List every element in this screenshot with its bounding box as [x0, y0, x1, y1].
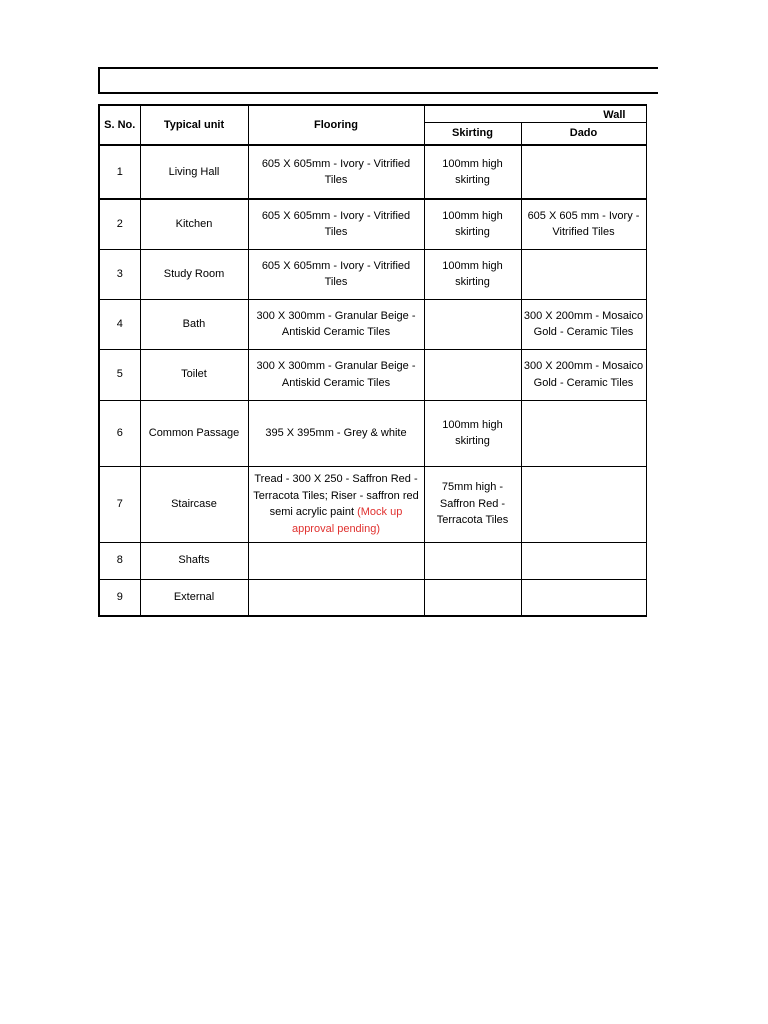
cell-sno: 3: [99, 249, 140, 299]
table-row: [99, 299, 646, 349]
header-typical-unit: Typical unit: [140, 105, 248, 145]
cell-unit: Common Passage: [140, 400, 248, 466]
cell-skirting: [424, 579, 521, 616]
cell-flooring: [248, 542, 424, 579]
cell-sno: 9: [99, 579, 140, 616]
cell-dado: 300 X 200mm - Mosaico Gold - Ceramic Tiles: [521, 299, 646, 349]
cell-sno: 1: [99, 145, 140, 199]
cell-skirting: [424, 542, 521, 579]
cell-unit: Staircase: [140, 466, 248, 542]
table-row: [99, 400, 646, 466]
cell-flooring: 300 X 300mm - Granular Beige - Antiskid Ceramic Tiles: [248, 349, 424, 400]
cell-skirting: 100mm high skirting: [424, 249, 521, 299]
cell-dado: [521, 145, 646, 199]
header-sno: S. No.: [99, 105, 140, 145]
header-flooring: Flooring: [248, 105, 424, 145]
cell-dado: [521, 400, 646, 466]
cell-flooring: 395 X 395mm - Grey & white: [248, 400, 424, 466]
cell-flooring: 605 X 605mm - Ivory - Vitrified Tiles: [248, 199, 424, 249]
cell-sno: 2: [99, 199, 140, 249]
header-wall: Wall: [424, 105, 646, 122]
cell-unit: Bath: [140, 299, 248, 349]
sheet-title-box: [98, 67, 658, 94]
cell-skirting: 100mm high skirting: [424, 145, 521, 199]
cell-dado: [521, 542, 646, 579]
cell-dado: 300 X 200mm - Mosaico Gold - Ceramic Tiles: [521, 349, 646, 400]
table-row: [99, 466, 646, 542]
cell-dado: [521, 466, 646, 542]
cell-dado: [521, 579, 646, 616]
cell-sno: 6: [99, 400, 140, 466]
cell-skirting: [424, 299, 521, 349]
cell-skirting: [424, 349, 521, 400]
table-row: [99, 349, 646, 400]
flooring-text: Tread - 300 X 250 - Saffron Red - Terracota Tiles; Riser - saffron red semi acrylic paint: [253, 473, 419, 518]
table-row: [99, 199, 646, 249]
cell-skirting: 75mm high - Saffron Red - Terracota Tiles: [424, 466, 521, 542]
cell-unit: Toilet: [140, 349, 248, 400]
cell-sno: 7: [99, 466, 140, 542]
cell-dado: 605 X 605 mm - Ivory - Vitrified Tiles: [521, 199, 646, 249]
cell-flooring: 300 X 300mm - Granular Beige - Antiskid Ceramic Tiles: [248, 299, 424, 349]
cell-unit: Living Hall: [140, 145, 248, 199]
cell-sno: 4: [99, 299, 140, 349]
cell-unit: Study Room: [140, 249, 248, 299]
cell-unit: External: [140, 579, 248, 616]
table-row: [99, 579, 646, 616]
cell-flooring: 605 X 605mm - Ivory - Vitrified Tiles: [248, 249, 424, 299]
cell-flooring: [248, 466, 424, 542]
cell-dado: [521, 249, 646, 299]
cell-skirting: 100mm high skirting: [424, 199, 521, 249]
table-row: [99, 145, 646, 199]
cell-sno: 5: [99, 349, 140, 400]
cell-unit: Kitchen: [140, 199, 248, 249]
finishes-table: [98, 104, 647, 617]
table-row: [99, 542, 646, 579]
mock-up-note: (Mock up approval pending): [291, 506, 403, 535]
cell-sno: 8: [99, 542, 140, 579]
cell-flooring: 605 X 605mm - Ivory - Vitrified Tiles: [248, 145, 424, 199]
cell-skirting: 100mm high skirting: [424, 400, 521, 466]
table-row: [99, 249, 646, 299]
header-dado: Dado: [521, 122, 646, 145]
header-skirting: Skirting: [424, 122, 521, 145]
cell-unit: Shafts: [140, 542, 248, 579]
cell-flooring: [248, 579, 424, 616]
